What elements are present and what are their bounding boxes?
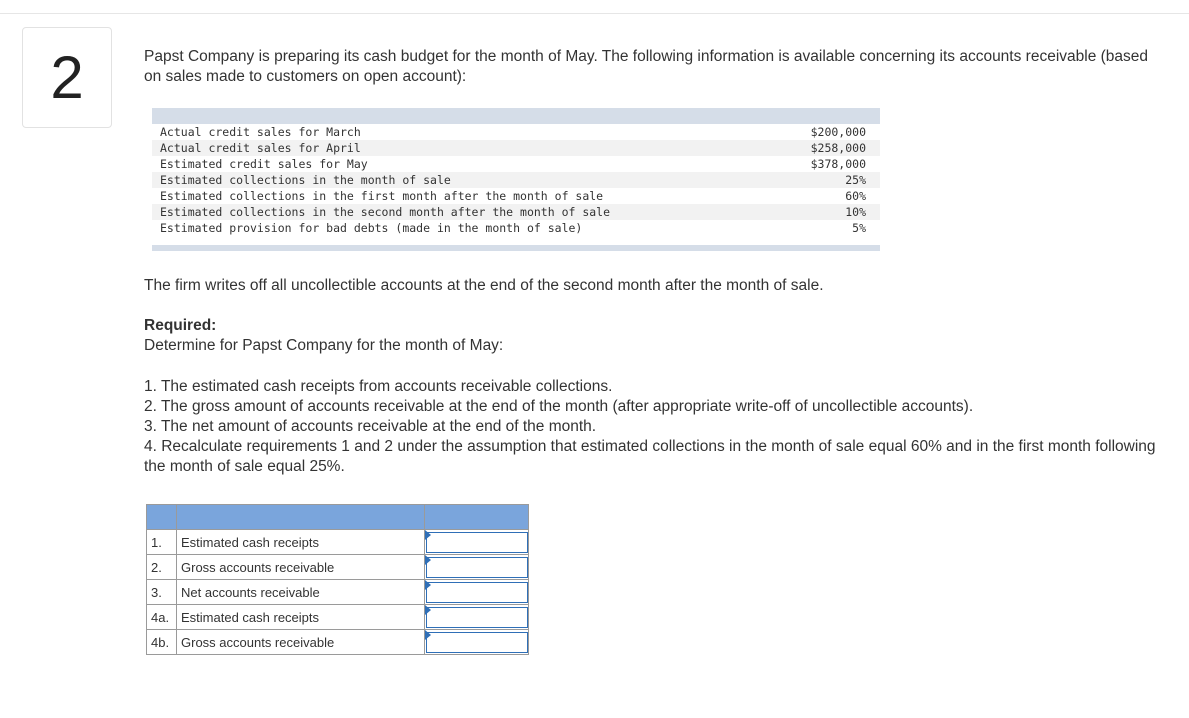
info-label: Estimated credit sales for May [160,157,368,171]
info-row [152,140,880,156]
top-divider [0,13,1189,14]
answer-table [146,504,529,655]
input-marker-icon [425,580,431,590]
info-row [152,124,880,140]
requirement-item: 4. Recalculate requirements 1 and 2 under the assumption that estimated collections in the month of sale equal 60% and in the first month following the month of sale equal 25%. [144,438,1156,475]
info-label: Estimated collections in the first month after the month of sale [160,189,604,203]
info-label: Actual credit sales for April [160,141,361,155]
header-cell [177,505,425,530]
info-value: 25% [845,173,866,187]
gross-accounts-receivable-input[interactable] [426,557,528,578]
answer-row-number: 4a. [147,605,177,630]
input-marker-icon [425,630,431,640]
info-label: Estimated collections in the second month after the month of sale [160,205,611,219]
info-value: 10% [845,205,866,219]
answer-row [147,630,529,655]
answer-cell [425,555,529,580]
answer-row-label: Gross accounts receivable [177,630,425,655]
info-table-bottom-band [152,245,880,251]
answer-table-header [147,505,529,530]
net-accounts-receivable-input[interactable] [426,582,528,603]
answer-cell [425,630,529,655]
requirement-item: 1. The estimated cash receipts from accounts receivable collections. [144,378,613,395]
question-number-badge: 2 [22,27,112,128]
info-value: $378,000 [810,157,866,171]
answer-cell [425,530,529,555]
info-row [152,188,880,204]
info-value: $258,000 [810,141,866,155]
requirement-item: 2. The gross amount of accounts receivable at the end of the month (after appropriate write-off of uncollectible accounts). [144,398,974,415]
writeoff-text: The firm writes off all uncollectible accounts at the end of the second month after the month of sale. [144,277,824,294]
answer-row [147,580,529,605]
requirements-list [144,377,1164,477]
info-label: Estimated collections in the month of sale [160,173,451,187]
required-heading: Required: [144,317,217,334]
answer-row-number: 4b. [147,630,177,655]
info-table [152,108,880,251]
answer-row-label: Estimated cash receipts [177,605,425,630]
answer-cell [425,580,529,605]
answer-cell [425,605,529,630]
info-row [152,156,880,172]
info-row [152,204,880,220]
recalc-gross-receivable-input[interactable] [426,632,528,653]
answer-row [147,555,529,580]
recalc-cash-receipts-input[interactable] [426,607,528,628]
requirement-item: 3. The net amount of accounts receivable at the end of the month. [144,418,597,435]
required-subtext: Determine for Papst Company for the month of May: [144,337,504,354]
estimated-cash-receipts-input[interactable] [426,532,528,553]
info-value: 5% [852,221,866,235]
info-row [152,172,880,188]
info-row [152,220,880,236]
info-label: Actual credit sales for March [160,125,361,139]
answer-row-number: 1. [147,530,177,555]
header-cell [425,505,529,530]
input-marker-icon [425,555,431,565]
header-cell [147,505,177,530]
info-label: Estimated provision for bad debts (made in the month of sale) [160,221,583,235]
answer-row-number: 2. [147,555,177,580]
answer-row-number: 3. [147,580,177,605]
answer-row [147,530,529,555]
answer-row-label: Net accounts receivable [177,580,425,605]
info-value: 60% [845,189,866,203]
answer-row-label: Gross accounts receivable [177,555,425,580]
answer-row [147,605,529,630]
answer-row-label: Estimated cash receipts [177,530,425,555]
input-marker-icon [425,605,431,615]
input-marker-icon [425,530,431,540]
intro-text: Papst Company is preparing its cash budget for the month of May. The following information is available concerning its accounts receivable (based on sales made to customers on open account): [144,48,1149,85]
info-value: $200,000 [810,125,866,139]
